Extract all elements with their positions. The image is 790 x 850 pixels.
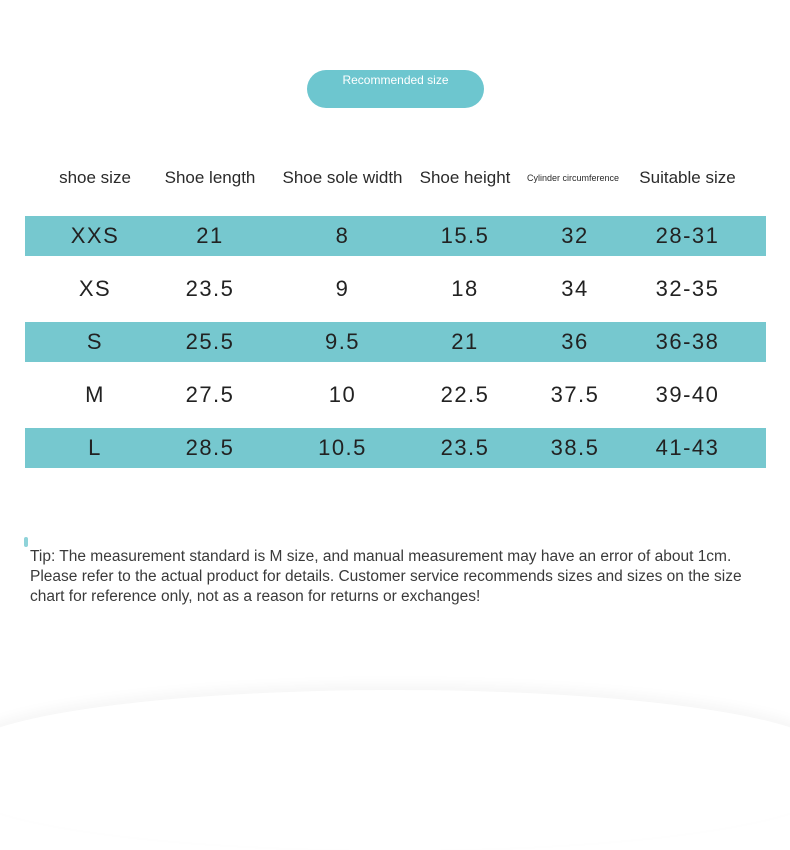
- cell-suitable-size: 32-35: [655, 276, 720, 301]
- cell-shoe-height: 23.5: [440, 435, 490, 460]
- cell-shoe-length: 23.5: [185, 276, 235, 301]
- table-row: [25, 269, 766, 309]
- cell-suitable-size: 39-40: [655, 382, 720, 407]
- cell-shoe-size: XS: [78, 276, 112, 301]
- table-row: [25, 428, 766, 468]
- cell-cylinder-circumference: 37.5: [550, 382, 600, 407]
- cell-shoe-size: L: [88, 435, 102, 460]
- table-row: [25, 216, 766, 256]
- cell-sole-width: 8: [335, 223, 350, 248]
- size-chart-table: [25, 153, 766, 468]
- cell-cylinder-circumference: 34: [561, 276, 589, 301]
- header-sole-width: Shoe sole width: [282, 168, 403, 187]
- measurement-tip: Tip: The measurement standard is M size, and manual measurement may have an error of about 1cm. Please refer to the actual product for details. Customer service recommends sizes and sizes on the size chart for reference only, not as a reason for returns or exchanges!: [30, 547, 742, 605]
- cell-shoe-height: 21: [451, 329, 479, 354]
- cell-sole-width: 10: [328, 382, 357, 407]
- cell-cylinder-circumference: 36: [561, 329, 589, 354]
- cell-suitable-size: 36-38: [655, 329, 720, 354]
- decorative-arc: [0, 690, 790, 850]
- cell-shoe-height: 15.5: [440, 223, 490, 248]
- cell-cylinder-circumference: 32: [561, 223, 589, 248]
- header-shoe-height: Shoe height: [419, 168, 511, 187]
- cell-sole-width: 9: [335, 276, 350, 301]
- table-row: [25, 322, 766, 362]
- cell-sole-width: 10.5: [318, 435, 367, 460]
- header-shoe-length: Shoe length: [164, 168, 256, 187]
- table-header-row: [25, 153, 766, 203]
- cell-shoe-length: 25.5: [185, 329, 235, 354]
- tip-marker: [24, 537, 28, 547]
- cell-sole-width: 9.5: [324, 329, 361, 354]
- cell-suitable-size: 28-31: [655, 223, 720, 248]
- cell-shoe-length: 21: [196, 223, 224, 248]
- table-row: [25, 375, 766, 415]
- badge-label: Recommended size: [342, 73, 449, 87]
- cell-shoe-length: 28.5: [185, 435, 235, 460]
- header-cylinder-circumference: Cylinder circumference: [527, 173, 620, 183]
- cell-shoe-size: M: [85, 382, 105, 407]
- cell-shoe-height: 18: [451, 276, 479, 301]
- cell-shoe-height: 22.5: [440, 382, 490, 407]
- recommended-size-badge: [307, 70, 484, 108]
- cell-suitable-size: 41-43: [655, 435, 720, 460]
- header-suitable-size: Suitable size: [639, 168, 736, 187]
- cell-shoe-size: S: [86, 329, 104, 354]
- cell-shoe-size: XXS: [70, 223, 120, 248]
- cell-shoe-length: 27.5: [185, 382, 235, 407]
- header-shoe-size: shoe size: [59, 168, 131, 187]
- cell-cylinder-circumference: 38.5: [550, 435, 600, 460]
